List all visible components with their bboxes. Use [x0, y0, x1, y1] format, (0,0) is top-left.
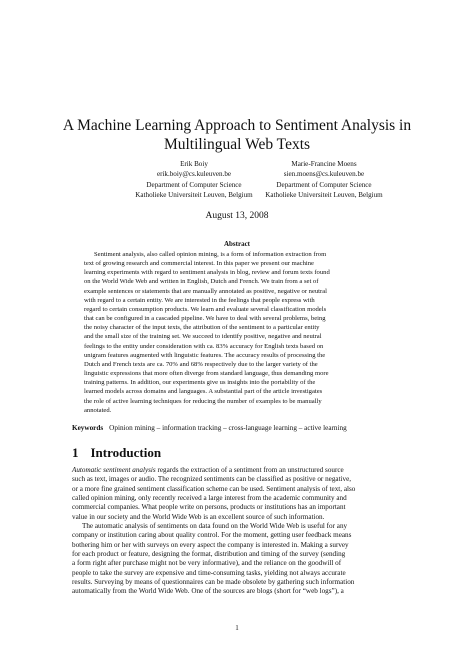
author-email: sien.moens@cs.kuleuven.be [283, 170, 365, 179]
body-line: bothering him or her with surveys on every aspect the company is interested in. Making a survey [72, 540, 349, 549]
abstract-line: unigram features augmented with linguistic features. The accuracy results of processing the [84, 351, 326, 359]
body-line: results. Surveying by means of questionnaires can be made obsolete by gathering such information [72, 578, 355, 587]
body-line [72, 466, 408, 475]
abstract-line: and the small size of the training set. We succeed to identify positive, negative and neutral [84, 333, 322, 341]
abstract-line: text of growing research and commercial interest. In this paper we present our machine [84, 260, 314, 268]
body-line-rest: regards the extraction of a sentiment from an unstructured source [155, 466, 344, 474]
abstract-line: annotated. [84, 406, 112, 414]
author-name: Erik Boiy [180, 160, 208, 168]
author-university: Katholieke Universiteit Leuven, Belgium [265, 190, 383, 199]
author-university: Katholieke Universiteit Leuven, Belgium [135, 190, 253, 199]
body-line: a form right after purchase might not be very informative), and the reliance on the goodwill of [72, 559, 342, 568]
body-line: people to take the survey are expensive and time-consuming tasks, yielding not always accurate [72, 568, 346, 577]
keywords-label: Keywords [72, 424, 104, 432]
abstract-line: training patterns. In addition, our experiments give us insights into the portability of the [84, 379, 316, 387]
body-line: such as text, images or audio. The recognized sentiments can be classified as positive or negative, [72, 475, 352, 484]
section-number: 1 [72, 445, 79, 460]
body-line: called opinion mining, only recently received a large interest from the academic community and [72, 494, 347, 503]
paper-title [0, 116, 474, 154]
italic-term: Automatic sentiment analysis [72, 466, 156, 474]
body-line: The automatic analysis of sentiments on data found on the World Wide Web is useful for any [82, 522, 348, 531]
abstract-text [84, 250, 404, 415]
page-number: 1 [235, 624, 239, 632]
abstract-line: Dutch and French texts are ca. 70% and 68% respectively due to the larger variety of the [84, 360, 318, 368]
body-line: for each product or feature, designing the format, distribution and timing of the survey (sending [72, 550, 346, 559]
abstract-line: learned models across domains and languages. A substantial part of the article investigates [84, 388, 323, 396]
author-name: Marie-Francine Moens [291, 160, 357, 168]
abstract-line: Sentiment analysis, also called opinion mining, is a form of information extraction from [94, 251, 327, 258]
keywords [72, 424, 347, 432]
abstract-line: the noisy character of the input texts, the attribution of the sentiment to a particular entity [84, 324, 320, 332]
abstract-line: that can be configured in a cascaded pipeline. We have to deal with several problems, being [84, 315, 326, 323]
title-line-1: A Machine Learning Approach to Sentiment Analysis in [62, 117, 412, 134]
abstract-line: linguistic expressions that more often diverge from standard language, thus demanding more [84, 370, 329, 378]
author-block-2 [234, 159, 414, 200]
title-line-2: Multilingual Web Texts [163, 136, 311, 153]
abstract-line: on the World Wide Web and written in English, Dutch and French. We train from a set of [84, 278, 319, 286]
abstract-line: learning experiments with regard to sentiment analysis in blog, review and forum texts found [84, 269, 330, 277]
body-text [72, 466, 408, 597]
body-line: value in our society and the World Wide Web is an excellent source of such information. [72, 512, 325, 521]
abstract-line: feelings to the entity under consideration with ca. 83% accuracy for English texts based on [84, 342, 324, 350]
section-heading [72, 445, 161, 461]
paper-date: August 13, 2008 [205, 211, 269, 221]
abstract-line: regard to certain consumption products. We learn and evaluate several classification models [84, 305, 327, 313]
body-line: automatically from the World Wide Web. One of the sources are blogs (short for “web logs”), a [72, 587, 344, 596]
body-line: or a more fine grained sentiment classification scheme can be used. Sentiment analysis of text, also [72, 484, 356, 493]
abstract-line: example sentences or statements that are manually annotated as positive, negative or neutral [84, 287, 327, 295]
abstract-line: the role of active learning techniques for reducing the number of examples to be manually [84, 397, 322, 405]
body-line: company or institution caring about quality control. For the moment, getting user feedback means [72, 531, 352, 540]
author-email: erik.boiy@cs.kuleuven.be [156, 170, 232, 179]
author-department: Department of Computer Science [276, 180, 372, 189]
abstract-heading: Abstract [223, 240, 251, 248]
keywords-text: Opinion mining – information tracking – cross-language learning – active learning [109, 424, 347, 432]
section-title: Introduction [90, 445, 162, 460]
body-line: commercial companies. What people write on persons, products or institutions has an important [72, 503, 346, 512]
author-department: Department of Computer Science [146, 180, 242, 189]
abstract-line: with regard to a certain entity. We are interested in the feelings that people express with [84, 296, 315, 304]
